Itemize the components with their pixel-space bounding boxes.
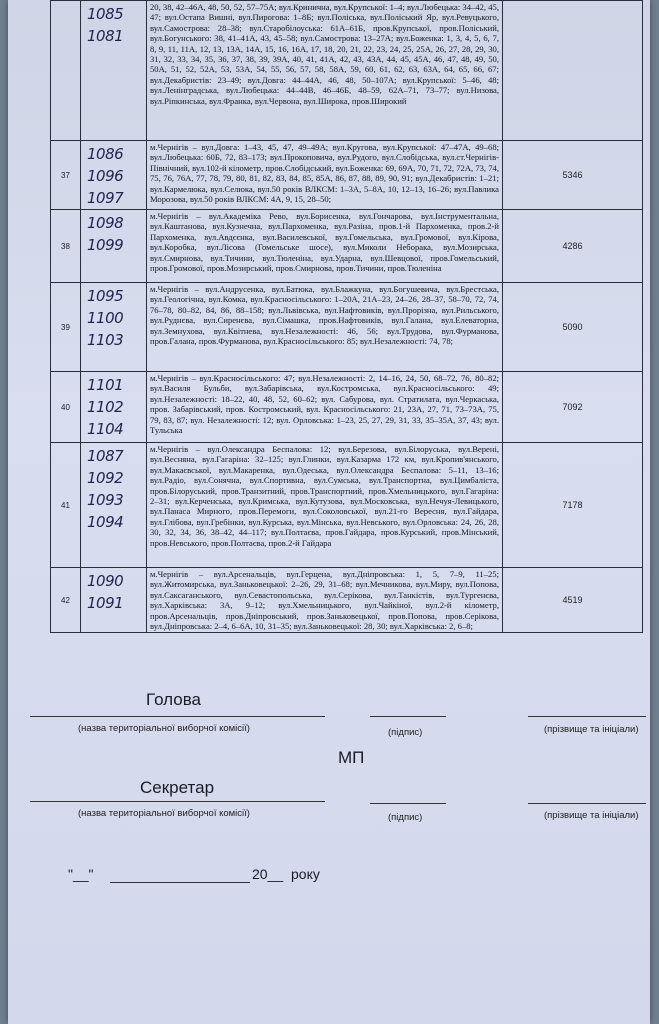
- street-list: м.Чернігів – вул.Довга: 1–43, 45, 47, 49–49А; вул.Кругова, вул.Крупської: 47–47А, 49–68; вул.Любецька: 60Б, 72, 83–173; вул.Прокоповича, вул.Рудого, вул.Слобідська, вул.ст.Чернігів-Північний, вул.102-й кілометр, пров.Слобідський, вул.Боженка: 69, 69А, 70, 71, 72, 72А, 73, 74, 75, 76, 76А, 77, 78, 79, 80, 81, 82, 83, 84, 85, 85А, 86, 87, 88, 89, 90, 91; вул.Декабристів: 1–21; вул.Кармелюка, вул.Селюка, вул.50 років ВЛКСМ: 1–3А, 5–8А, 10, 12–13, 16–26; вул.Павлика Морозова, вул.50 років ВЛКСМ: 4А, 9, 15, 28–50;: [147, 141, 503, 210]
- head-commission-line: [30, 716, 325, 717]
- date-month-line: [110, 882, 250, 883]
- voter-count: 5346: [503, 141, 643, 210]
- district-number: 39: [51, 283, 81, 372]
- voter-count: 5090: [503, 283, 643, 372]
- handwritten-precinct-numbers: [81, 372, 147, 443]
- handwritten-number: 1085: [87, 5, 124, 23]
- handwritten-precinct-numbers: [81, 568, 147, 633]
- street-list: 20, 38, 42–46А, 48, 50, 52, 57–75А; вул.Кринична, вул.Крупської: 1–4; вул.Любецька: 34–42, 45, 47; вул.Остапа Вишні, вул.Пирогова: 1–8Б; вул.Поліська, вул.Поліський Яр, вул.Ревуцького, вул.Самострова: 28–38; вул.Старобілоуська: 61А–61Б, пров.Крупської, пров.Поліський, вул.Богунського: 38, 41–41А, 43, 45–58; вул.Самострова: 13–27А; вул.Боженка: 1, 3, 4, 5, 6, 7, 8, 9, 11, 11А, 12, 13, 13А, 14А, 15, 16, 16А, 17, 18, 20, 21, 22, 23, 24, 25, 25А, 26, 27, 28, 29, 30, 31, 32, 33, 34, 35, 36, 37, 38, 39, 39А, 40, 41, 41А, 42, 43, 43А, 44, 45, 45А, 46, 47, 48, 49, 50, 50А, 51, 52, 52А, 53, 53А, 54, 55, 56, 57, 58, 58А, 59, 60, 61, 62, 63, 63А, 64, 65, 66, 67; вул.Декабристів: 23–49; вул.Довга: 44–44А, 46, 48, 50–107А; вул.Крупської: 5–46, 48; вул.Ленінградська, вул.Любецька: 44–44В, 46–46Б, 48–59, 62А–71, 73–77; вул.Низова, вул.Ріпкинська, вул.Франка, вул.Червона, вул.Широка, пров.Широкий: [147, 1, 503, 141]
- head-title: Голова: [146, 690, 202, 709]
- handwritten-precinct-numbers: [81, 1, 147, 141]
- table-row: [51, 443, 643, 568]
- district-number: 41: [51, 443, 81, 568]
- handwritten-number: 1087: [87, 447, 124, 465]
- date-year-prefix: 20__: [252, 866, 284, 882]
- table-row: [51, 141, 643, 210]
- street-list: м.Чернігів – вул.Арсенальців, вул.Герцена, вул.Дніпровська: 1, 5, 7–9, 11–25; вул.Житомирська, вул.Заньковецької: 2–26, 29, 31–68; вул.Мечникова, вул.Миру, вул.Попова, вул.Саксаганського, вул.Севастопольська, вул.Серікова, вул.Танкістів, вул.Тургенєва, вул.Харківська: 3А, 9–12; вул.Хмельницького, вул.Чайкіної, вул.2-й кілометр, пров.Арсенальців, пров.Дніпровський, пров.Заньковецької, пров.Попова, пров.Серікова, вул.Дніпровська: 2–4, 6–6А, 10, 31–35; вул.Заньковецької: 28, 30; вул.Харківська: 2, 6–8;: [147, 568, 503, 633]
- street-list: м.Чернігів – вул.Академіка Рево, вул.Борисенка, вул.Гончарова, вул.Інструментальна, вул.Каштанова, вул.Кузнечна, вул.Пархоменка, вул.Разіна, пров.1-й Пархоменка, пров.2-й Пархоменка, вул.Авдєєнка, вул.Василевської, вул.Гомельська, вул.Громової, вул.Кірова, вул.Коробка, вул.Лісова (Гомельське шосе), вул.Миколи Неборака, вул.Мозирська, вул.Смирнова, вул.Тичини, вул.Тюленіна, вул.Ударна, вул.Шевцової, пров.Гомельський, пров.Громової, пров.Мозирський, пров.Смирнова, пров.Тичини, пров.Тюленіна: [147, 210, 503, 283]
- secretary-caption-commission: (назва територіальної виборчої комісії): [78, 808, 250, 819]
- head-caption-signature: (підпис): [388, 727, 423, 738]
- table-row: [51, 210, 643, 283]
- handwritten-precinct-numbers: [81, 443, 147, 568]
- handwritten-number: 1102: [87, 398, 124, 416]
- handwritten-number: 1103: [87, 331, 124, 349]
- street-list: м.Чернігів – вул.Андрусенка, вул.Батюка, вул.Блажкуна, вул.Богушевича, вул.Брестська, вул.Геологічна, вул.Комка, вул.Красносільського: 1–20А, 21А–23, 24–26, 28–37, 58–70, 72, 74, 76–78, 80–82, 84, 86, 88–158; вул.Львівська, вул.Нафтовиків, вул.Прорізна, вул.Рильського, вул.Руднєва, вул.Сиренєва, вул.Сімашка, пров.Нафтовиків, вул.Галана, вул.Елеваторна, вул.Земнухова, вул.Квітнева, вул.Незалежності: 46, 56; вул.Трудова, вул.Фурманова, пров.Галана, пров.Фурманова, вул.Красносільського: 85; вул.Незалежності: 74, 78;: [147, 283, 503, 372]
- table-row: [51, 568, 643, 633]
- voter-count: 4286: [503, 210, 643, 283]
- district-number: 38: [51, 210, 81, 283]
- voter-count: 4519: [503, 568, 643, 633]
- voter-count: 7092: [503, 372, 643, 443]
- handwritten-precinct-numbers: [81, 210, 147, 283]
- handwritten-number: 1090: [87, 572, 124, 590]
- table-row: [51, 372, 643, 443]
- head-caption-name: (прізвище та ініціали): [544, 724, 639, 735]
- secretary-commission-line: [30, 801, 325, 802]
- handwritten-number: 1086: [87, 145, 124, 163]
- district-number: 40: [51, 372, 81, 443]
- handwritten-number: 1100: [87, 309, 124, 327]
- handwritten-number: 1093: [87, 491, 124, 509]
- street-list: м.Чернігів – вул.Олександра Беспалова: 12; вул.Березова, вул.Білоруська, вул.Верені, вул.Весняна, вул.Гагаріна: 32–125; вул.Глинки, вул.Казарма 172 км, вул.Кропив'янського, вул.Макаєвської, вул.Макаренка, вул.Одеська, вул.Олександра Беспалова: 5–11, 13–16; вул.Радіо, вул.Сонячна, вул.Спортивна, вул.Сумська, вул.Транспортна, вул.Цимбаліста, пров.Білоруський, пров.Транзитний, пров.Транспортний, пров.Хмельницького, вул.Гагаріна: 2–31; вул.Керченська, вул.Кримська, вул.Кутузова, вул.Московська, вул.Нечуя-Левицького, вул.Панаса Мирного, пров.Перемоги, вул.Соколовської, вул.21-го Вересня, вул.Гайдара, вул.Глібова, вул.Гребінки, вул.Курська, вул.Мінська, вул.Невського, вул.Орловська: 24, 26, 28, 30, 32, 34, 36, 38–42, 44–117; вул.Полтаєва, пров.Гайдара, пров.Курський, пров.Мінський, пров.Невського, пров.Полтаєва, пров.2-й Гайдара: [147, 443, 503, 568]
- district-number: 37: [51, 141, 81, 210]
- secretary-signature-line: [370, 803, 446, 804]
- head-caption-commission: (назва територіальної виборчої комісії): [78, 723, 250, 734]
- handwritten-number: 1097: [87, 189, 124, 207]
- district-number: [51, 1, 81, 141]
- date-day: "__": [68, 866, 94, 882]
- handwritten-number: 1101: [87, 376, 124, 394]
- handwritten-number: 1095: [87, 287, 124, 305]
- handwritten-number: 1098: [87, 214, 124, 232]
- table-row: [51, 1, 643, 141]
- date-year-suffix: року: [291, 866, 320, 882]
- seal-mark: МП: [338, 748, 365, 767]
- handwritten-number: 1104: [87, 420, 124, 438]
- secretary-caption-name: (прізвище та ініціали): [544, 810, 639, 821]
- district-table: [50, 0, 643, 633]
- head-name-line: [528, 716, 646, 717]
- street-list: м.Чернігів – вул.Красносільського: 47; вул.Незалежності: 2, 14–16, 24, 50, 68–72, 76, 80–82; вул.Василя Бульби, вул.Забарівська, вул.Костромська, вул.Красносільського: 49; вул.Незалежності: 18–22, 40, 48, 52, 60–62; вул. Сабурова, вул. Стратилата, вул.Черкаська, пров. Забарівський, пров. Костромський, вул. Красносільського: 21, 23А, 27, 71, 73–73А, 75, 79, 83, 87; вул. Незалежності: 12; вул. Орловська: 1–23, 25, 27, 29, 31, 33, 35–35А, 37, 43; вул. Тульська: [147, 372, 503, 443]
- voter-count: 7178: [503, 443, 643, 568]
- district-table-body: [51, 1, 643, 633]
- handwritten-number: 1092: [87, 469, 124, 487]
- secretary-caption-signature: (підпис): [388, 812, 423, 823]
- head-signature-line: [370, 716, 446, 717]
- handwritten-number: 1091: [87, 594, 124, 612]
- district-number: 42: [51, 568, 81, 633]
- handwritten-precinct-numbers: [81, 283, 147, 372]
- secretary-name-line: [528, 803, 646, 804]
- voter-count: [503, 1, 643, 141]
- handwritten-number: 1094: [87, 513, 124, 531]
- handwritten-number: 1096: [87, 167, 124, 185]
- document-sheet: [8, 0, 650, 1024]
- handwritten-number: 1081: [87, 27, 124, 45]
- handwritten-number: 1099: [87, 236, 124, 254]
- secretary-title: Секретар: [140, 778, 215, 797]
- handwritten-precinct-numbers: [81, 141, 147, 210]
- table-row: [51, 283, 643, 372]
